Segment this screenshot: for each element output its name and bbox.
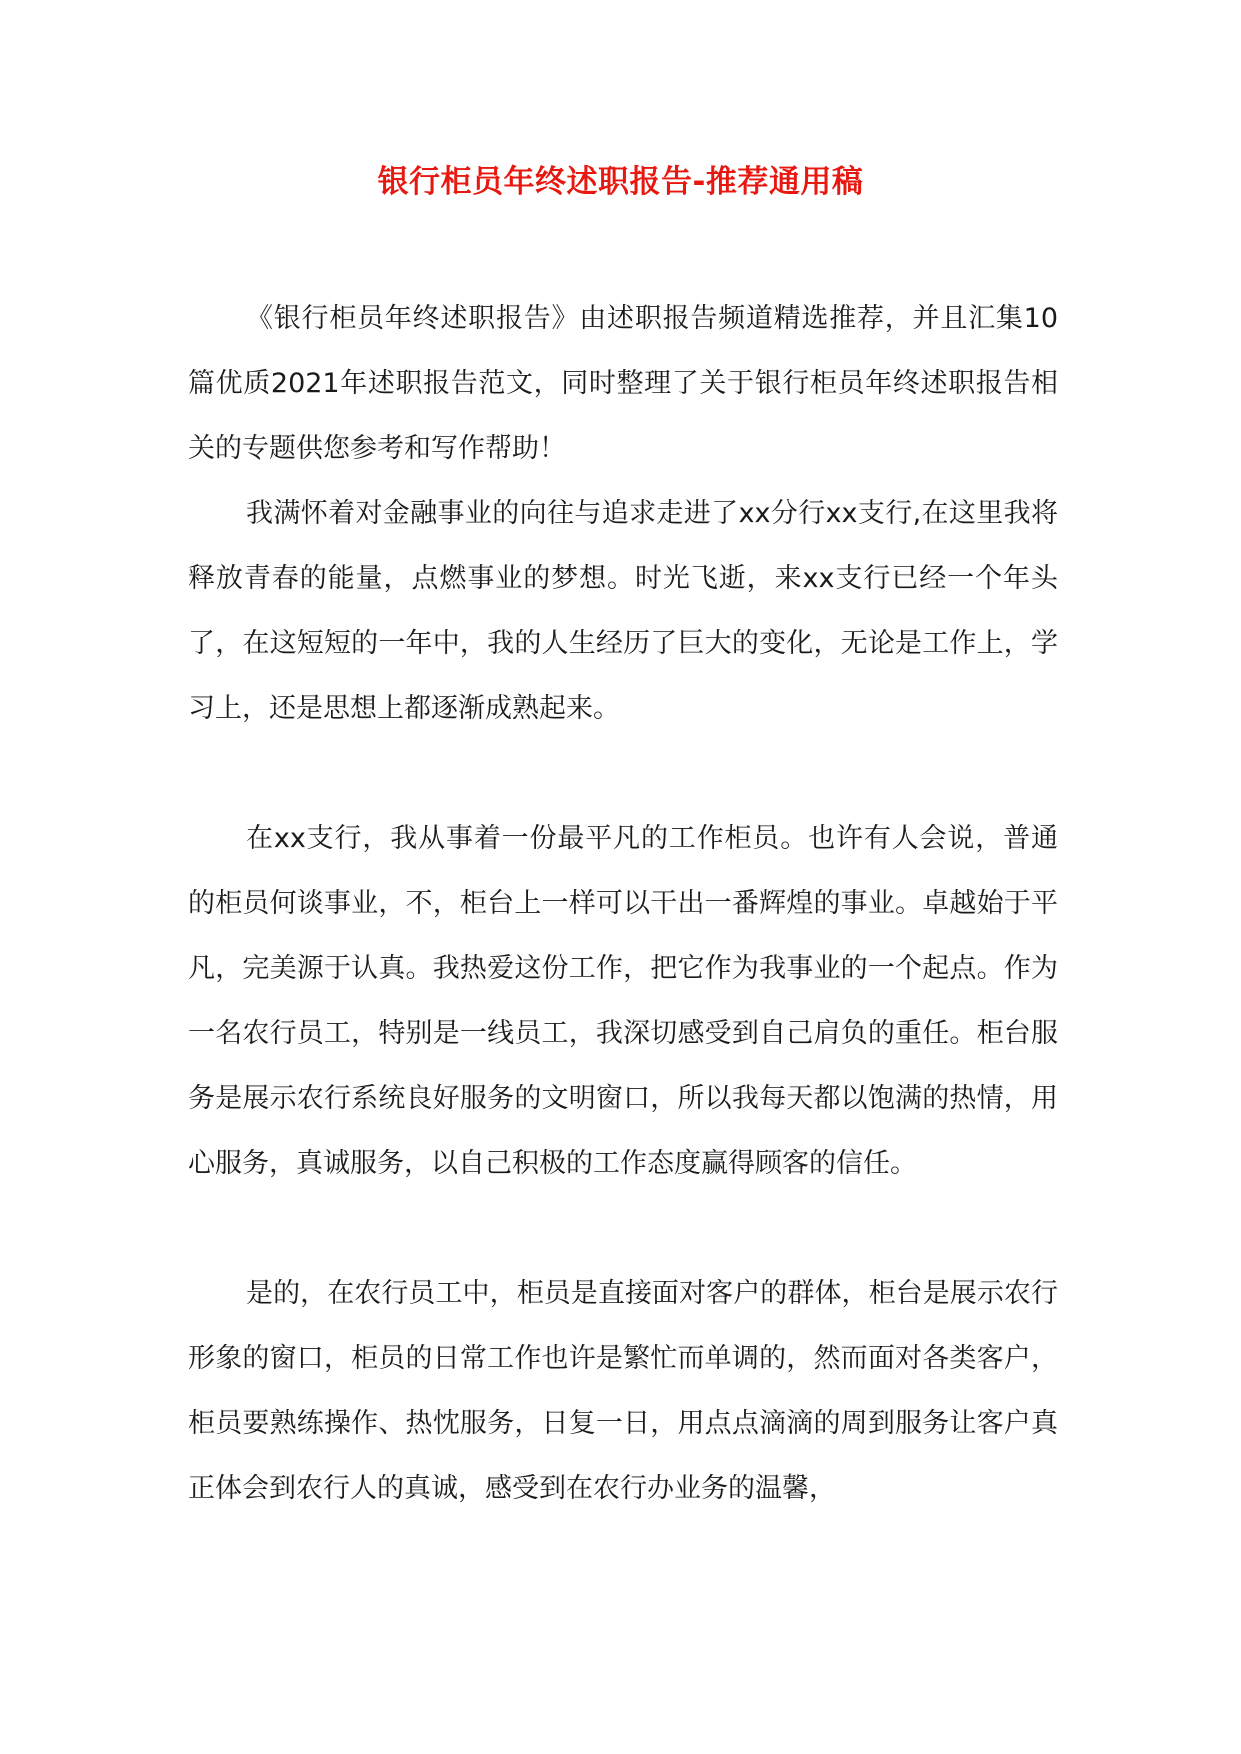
document-title: 银行柜员年终述职报告-推荐通用稿	[377, 164, 864, 200]
paragraph-2: 在xx支行，我从事着一份最平凡的工作柜员。也许有人会说，普通的柜员何谈事业，不，柜台上一样可以干出一番辉煌的事业。卓越始于平凡，完美源于认真。我热爱这份工作，把它作为我事业的一个起点。作为一名农行员工，特别是一线员工，我深切感受到自己肩负的重任。柜台服务是展示农行系统良好服务的文明窗口，所以我每天都以饱满的热情，用心服务，真诚服务，以自己积极的工作态度赢得顾客的信任。	[188, 823, 1058, 1179]
paragraph-3: 是的，在农行员工中，柜员是直接面对客户的群体，柜台是展示农行形象的窗口，柜员的日常工作也许是繁忙而单调的，然而面对各类客户，柜员要熟练操作、热忱服务，日复一日，用点点滴滴的周到服务让客户真正体会到农行人的真诚，感受到在农行办业务的温馨，	[188, 1278, 1058, 1504]
paragraph-1: 我满怀着对金融事业的向往与追求走进了xx分行xx支行,在这里我将释放青春的能量，点燃事业的梦想。时光飞逝，来xx支行已经一个年头了，在这短短的一年中，我的人生经历了巨大的变化，无论是工作上，学习上，还是思想上都逐渐成熟起来。	[188, 498, 1058, 724]
paragraph-spacer	[188, 741, 1058, 806]
paragraph-intro: 《银行柜员年终述职报告》由述职报告频道精选推荐，并且汇集10篇优质2021年述职报告范文，同时整理了关于银行柜员年终述职报告相关的专题供您参考和写作帮助！	[188, 303, 1058, 464]
paragraph-spacer	[188, 1196, 1058, 1261]
document-body	[188, 286, 1058, 1521]
